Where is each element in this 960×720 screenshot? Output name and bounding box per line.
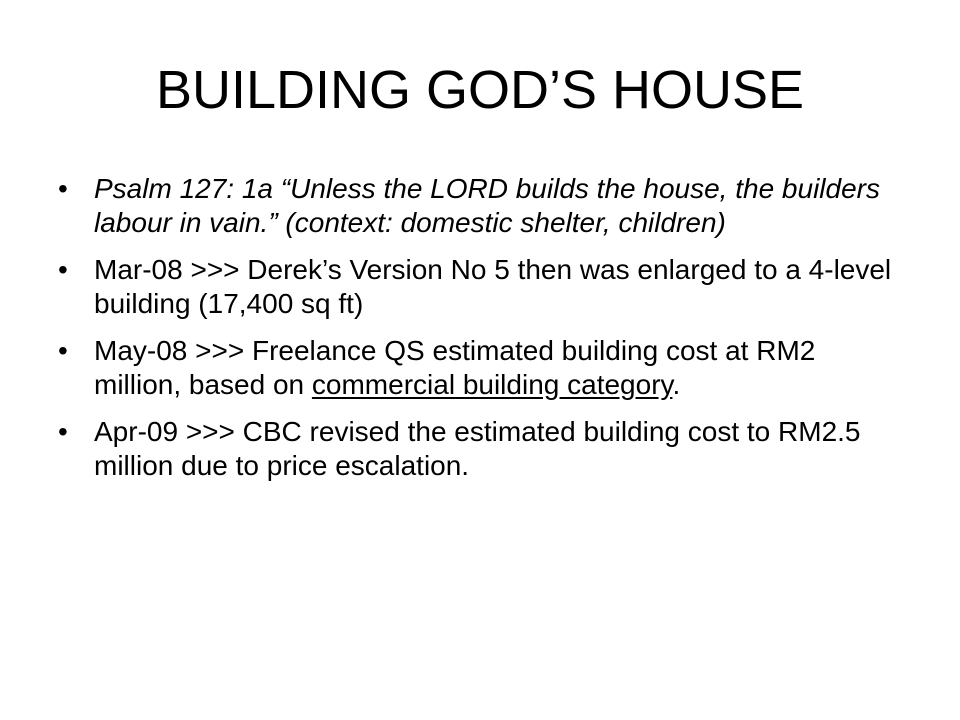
bullet-dot-icon: • <box>58 173 68 204</box>
bullet-list <box>58 172 898 496</box>
bullet-may-08 <box>58 334 898 402</box>
bullet-apr-09 <box>58 415 898 483</box>
bullet-dot-icon: • <box>58 335 68 366</box>
slide-title: BUILDING GOD’S HOUSE <box>155 60 805 120</box>
bullet-underlined-text: commercial building category <box>311 369 673 400</box>
bullet-text-after: . <box>672 369 681 400</box>
bullet-dot-icon: • <box>58 254 68 285</box>
bullet-text: Apr-09 >>> CBC revised the estimated building cost to RM2.5 million due to price escalation. <box>94 416 861 481</box>
bullet-dot-icon: • <box>58 416 68 447</box>
bullet-text: Psalm 127: 1a “Unless the LORD builds the house, the builders labour in vain.” (context: domestic shelter, children) <box>94 173 880 238</box>
bullet-mar-08 <box>58 253 898 321</box>
bullet-psalm <box>58 172 898 240</box>
bullet-text-before: May-08 >>> Freelance QS estimated building cost at RM2 million, based on <box>94 335 816 400</box>
bullet-text: Mar-08 >>> Derek’s Version No 5 then was enlarged to a 4-level building (17,400 sq ft) <box>94 254 892 319</box>
bullet-text <box>94 335 815 400</box>
